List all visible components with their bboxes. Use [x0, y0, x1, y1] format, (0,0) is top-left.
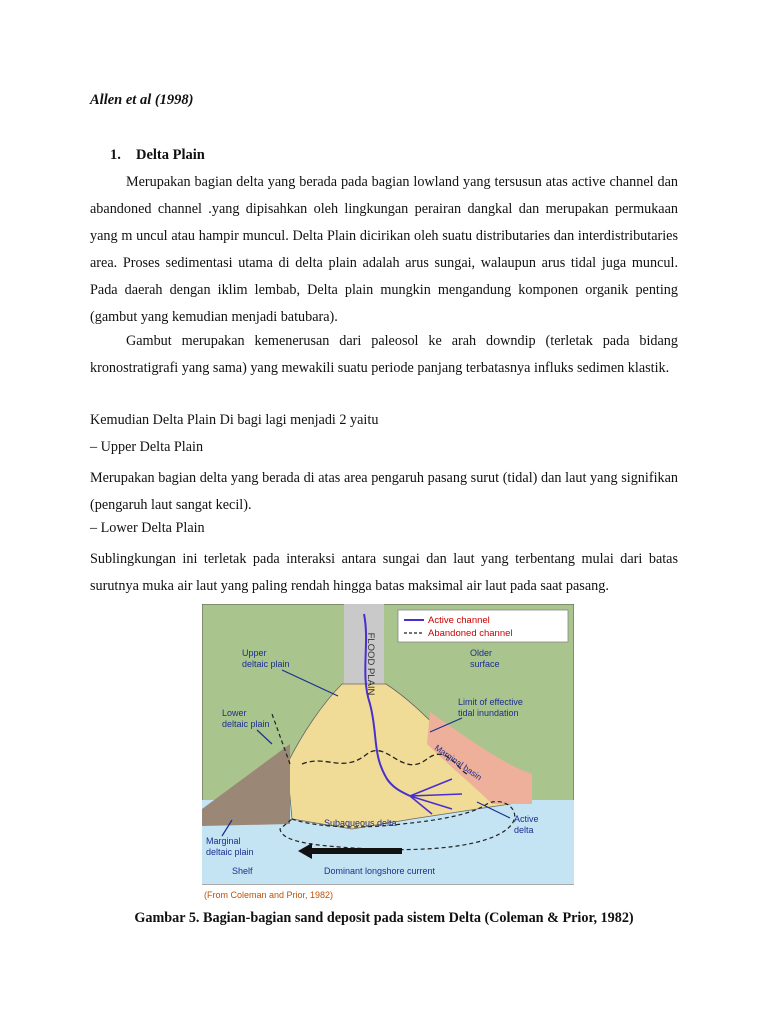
- lower-delta-text: Sublingkungan ini terletak pada interaksi antara sungai dan laut yang terbentang mulai dari batas surutnya muka air laut yang paling rendah hingga batas maksimal air laut pada saat pasang.: [90, 551, 678, 594]
- paragraph-delta-plain: [90, 169, 678, 331]
- author-citation: Allen et al (1998): [90, 92, 194, 108]
- paragraph-text: Gambut merupakan kemenerusan dari paleosol ke arah downdip (terletak pada bidang kronostratigrafi yang sama) yang mewakili suatu periode panjang terbatasnya influks sedimen klastik.: [90, 333, 678, 376]
- upper-deltaic-label-1: Upper: [242, 648, 267, 658]
- delta-diagram: [202, 604, 574, 904]
- delta-diagram-figure: [202, 604, 574, 904]
- lower-deltaic-label-1: Lower: [222, 708, 247, 718]
- longshore-label: Dominant longshore current: [324, 866, 436, 876]
- marginal-deltaic-label-2: deltaic plain: [206, 847, 254, 857]
- legend-abandoned-label: Abandoned channel: [428, 628, 513, 639]
- section-title: Delta Plain: [136, 147, 205, 163]
- older-surface-label-2: surface: [470, 659, 500, 669]
- active-delta-label-1: Active: [514, 814, 539, 824]
- older-surface-label-1: Older: [470, 648, 493, 658]
- marginal-deltaic-label-1: Marginal: [206, 836, 241, 846]
- division-line: Kemudian Delta Plain Di bagi lagi menjadi 2 yaitu: [90, 412, 379, 428]
- limit-tidal-label-1: Limit of effective: [458, 697, 523, 707]
- upper-deltaic-label-2: deltaic plain: [242, 659, 290, 669]
- subaqueous-label: Subaqueous delta: [324, 818, 397, 828]
- section-heading: [110, 147, 205, 164]
- upper-delta-text: Merupakan bagian delta yang berada di atas area pengaruh pasang surut (tidal) dan laut yang signifikan (pengaruh laut sangat kecil).: [90, 470, 678, 513]
- active-delta-label-2: delta: [514, 825, 534, 835]
- section-number: 1.: [110, 147, 121, 163]
- lower-delta-heading: – Lower Delta Plain: [90, 520, 205, 536]
- legend-active-label: Active channel: [428, 615, 490, 626]
- limit-tidal-label-2: tidal inundation: [458, 708, 519, 718]
- figure-caption: Gambar 5. Bagian-bagian sand deposit pada sistem Delta (Coleman & Prior, 1982): [134, 910, 634, 926]
- figure-source: (From Coleman and Prior, 1982): [204, 890, 334, 900]
- upper-delta-heading: – Upper Delta Plain: [90, 439, 204, 455]
- lower-deltaic-label-2: deltaic plain: [222, 719, 270, 729]
- flood-plain-label: FLOOD PLAIN: [365, 632, 376, 696]
- shelf-label: Shelf: [232, 866, 253, 876]
- paragraph-text: Merupakan bagian delta yang berada pada bagian lowland yang tersusun atas active channel dan abandoned channel .yang dipisahkan oleh lingkungan perairan dangkal dan merupakan permukaan yang m uncul atau hampir muncul. Delta Plain dicirikan oleh suatu distributaries dan interdistributaries area. Proses sedimentasi utama di delta plain adalah arus sungai, walaupun arus tidal juga muncul. Pada daerah dengan iklim lembab, Delta plain mungkin mengandung komponen organik penting (gambut yang kemudian menjadi batubara).: [90, 174, 678, 325]
- marginal-basin-label: Marginal basin: [432, 742, 484, 783]
- paragraph-gambut: [90, 328, 678, 382]
